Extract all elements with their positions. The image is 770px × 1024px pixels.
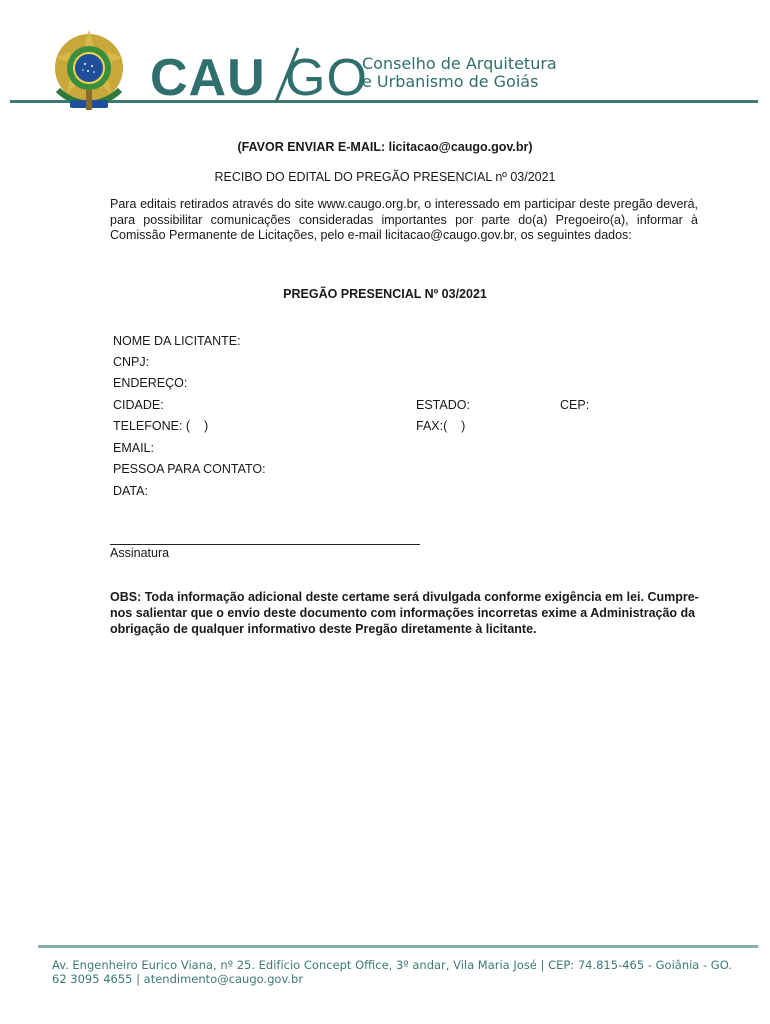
field-cnpj: CNPJ: bbox=[113, 355, 150, 369]
field-endereco: ENDEREÇO: bbox=[113, 376, 188, 390]
logo-go: GO bbox=[285, 49, 368, 107]
logo-cau: CAU bbox=[150, 49, 266, 107]
footer-contact: 62 3095 4655 | atendimento@caugo.gov.br bbox=[52, 972, 304, 986]
org-name bbox=[362, 55, 557, 91]
field-estado: ESTADO: bbox=[416, 398, 470, 412]
signature-line bbox=[110, 544, 420, 545]
obs-note: OBS: Toda informação adicional deste certame será divulgada conforme exigência em lei. Cumpre-nos salientar que o envio deste documento com informações incorretas exime a Administração da obrigação de qualquer informativo deste Pregão diretamente à licitante. bbox=[110, 590, 699, 636]
receipt-title: RECIBO DO EDITAL DO PREGÃO PRESENCIAL nº 03/2021 bbox=[214, 170, 556, 184]
field-email: EMAIL: bbox=[113, 441, 154, 455]
brazil-coat-of-arms-icon bbox=[50, 30, 128, 112]
email-notice: (FAVOR ENVIAR E-MAIL: licitacao@caugo.gov.br) bbox=[237, 140, 533, 154]
field-fax: FAX:( ) bbox=[416, 419, 466, 433]
field-contato: PESSOA PARA CONTATO: bbox=[113, 462, 266, 476]
footer-address: Av. Engenheiro Eurico Viana, nº 25. Edifício Concept Office, 3º andar, Vila Maria José | CEP: 74.815-465 - Goiânia - GO. bbox=[52, 958, 732, 972]
footer-divider bbox=[38, 945, 758, 948]
field-data: DATA: bbox=[113, 484, 148, 498]
field-cidade: CIDADE: bbox=[113, 398, 164, 412]
section-title: PREGÃO PRESENCIAL Nº 03/2021 bbox=[283, 287, 487, 301]
intro-paragraph: Para editais retirados através do site www.caugo.org.br, o interessado em participar deste pregão deverá, para possibilitar comunicações consideradas importantes por parte do(a) Pregoeiro(a), informar à Comissão Permanente de Licitações, pelo e-mail licitacao@caugo.gov.br, os seguintes dados: bbox=[110, 197, 698, 242]
field-nome: NOME DA LICITANTE: bbox=[113, 334, 241, 348]
field-cep: CEP: bbox=[560, 398, 590, 412]
org-name-line1: Conselho de Arquitetura bbox=[362, 54, 557, 73]
field-telefone: TELEFONE: ( ) bbox=[113, 419, 209, 433]
signature-label: Assinatura bbox=[110, 546, 170, 560]
org-name-line2: e Urbanismo de Goiás bbox=[362, 72, 539, 91]
